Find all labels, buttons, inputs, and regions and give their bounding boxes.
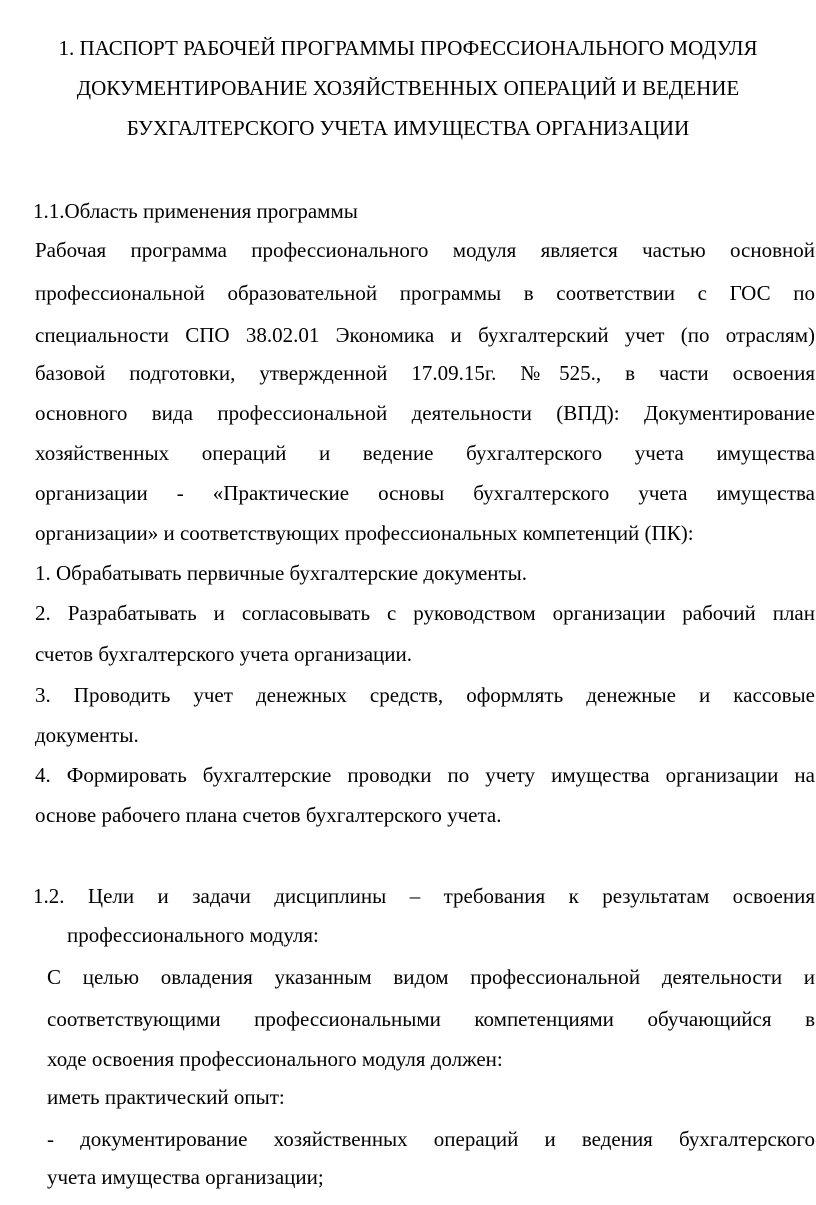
- title-line-2: ДОКУМЕНТИРОВАНИЕ ХОЗЯЙСТВЕННЫХ ОПЕРАЦИЙ И ВЕДЕНИЕ: [76, 76, 740, 100]
- paragraph-line: С целью овладения указанным видом профессиональной деятельности и: [47, 965, 815, 989]
- paragraph-line: организации» и соответствующих профессиональных компетенций (ПК):: [35, 521, 694, 545]
- paragraph-line: базовой подготовки, утвержденной 17.09.15г. №525., в части освоения: [35, 361, 815, 385]
- section-1-2-heading: 1.2. Цели и задачи дисциплины – требования к результатам освоения: [33, 884, 815, 908]
- paragraph-line: ходе освоения профессионального модуля должен:: [47, 1047, 503, 1071]
- paragraph-line: профессиональной образовательной программы в соответствии с ГОС по: [35, 281, 815, 305]
- subheading-practical-experience: иметь практический опыт:: [47, 1085, 285, 1109]
- competency-item-continuation: основе рабочего плана счетов бухгалтерского учета.: [35, 803, 502, 827]
- title-line-1: 1. ПАСПОРТ РАБОЧЕЙ ПРОГРАММЫ ПРОФЕССИОНАЛЬНОГО МОДУЛЯ: [58, 36, 758, 60]
- paragraph-line: организации - «Практические основы бухгалтерского учета имущества: [35, 481, 815, 505]
- list-item: - документирование хозяйственных операций и ведения бухгалтерского: [47, 1127, 815, 1151]
- paragraph-line: основного вида профессиональной деятельности (ВПД): Документирование: [35, 401, 815, 425]
- paragraph-line: специальности СПО 38.02.01 Экономика и бухгалтерский учет (по отраслям): [35, 323, 815, 347]
- competency-item-continuation: счетов бухгалтерского учета организации.: [35, 642, 413, 666]
- competency-item: 2. Разрабатывать и согласовывать с руководством организации рабочий план: [35, 601, 815, 625]
- section-1-2-heading-continuation: профессионального модуля:: [67, 923, 319, 947]
- section-1-1-heading: 1.1.Область применения программы: [33, 199, 358, 223]
- paragraph-line: хозяйственных операций и ведение бухгалтерского учета имущества: [35, 441, 815, 465]
- competency-item: 3. Проводить учет денежных средств, оформлять денежные и кассовые: [35, 683, 815, 707]
- competency-item: 1. Обрабатывать первичные бухгалтерские документы.: [35, 561, 528, 585]
- paragraph-line: Рабочая программа профессионального модуля является частью основной: [35, 238, 815, 262]
- competency-item-continuation: документы.: [35, 723, 139, 747]
- competency-item: 4. Формировать бухгалтерские проводки по учету имущества организации на: [35, 763, 815, 787]
- paragraph-line: соответствующими профессиональными компетенциями обучающийся в: [47, 1007, 815, 1031]
- title-line-3: БУХГАЛТЕРСКОГО УЧЕТА ИМУЩЕСТВА ОРГАНИЗАЦИИ: [126, 116, 690, 140]
- list-item-continuation: учета имущества организации;: [47, 1165, 324, 1189]
